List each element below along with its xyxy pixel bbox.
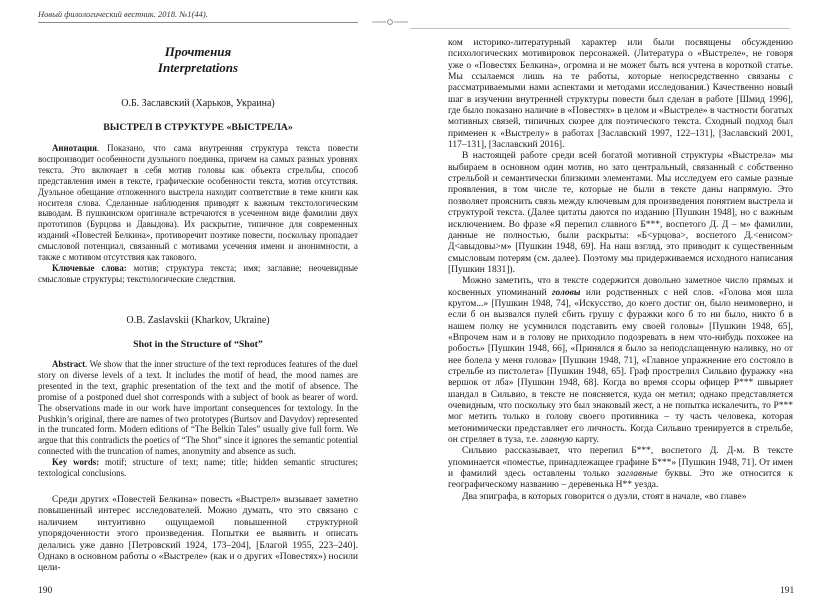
keywords-en-text: motif; structure of text; name; title; hidden semantic structures; textological conclusions.	[38, 457, 358, 479]
keywords-en-label: Key words:	[52, 457, 100, 468]
right-paragraph-3	[448, 276, 793, 446]
keywords-ru-text: мотив; структура текста; имя; заглавие; неочевидные смысловые структуры; текстологические следствия.	[38, 262, 358, 284]
p4-emphasis-capital: заглавные	[617, 469, 658, 480]
body-intro	[38, 494, 358, 574]
page-number-right: 191	[780, 586, 795, 596]
section-title-ru: Прочтения	[164, 44, 232, 59]
p3-part-c: карту.	[573, 435, 599, 446]
right-paragraph-1: ком историко-литературный характер или были посвящены обсуждению психологических мотивировок персонажей. (Литература о «Выстреле», не говоря уже о «Повестях Белкина», огромна и не может быть вся учтена в короткой статье. Мы ссылаемся лишь на те работы, которые непосредственно связаны с рассматриваемыми нами аспектами и методами исследования.) Качественно новый шаг в изучении внутренней структуры повести был сделан в работе [Шмид 1996], где было показано наличие в «Повестях» в целом и «Выстреле» в частности богатых мотивных связей, типичных скорее для поэтического текста. Сходный подход был применен к «Выстрелу» в работах [Заславский 1997, 122–131], [Заславский 2001, 117–131], [Заславский 2016].	[448, 38, 793, 151]
right-paragraph-4	[448, 446, 793, 491]
abstract-en	[38, 359, 358, 479]
right-paragraph-5: Два эпиграфа, в которых говорится о дуэли, стоят в начале, «во главе»	[462, 491, 747, 502]
abstract-en-label: Abstract	[52, 359, 86, 369]
p3-emphasis-main: главную	[540, 435, 573, 446]
section-title-en: Interpretations	[157, 60, 239, 75]
abstract-ru	[38, 143, 358, 285]
abstract-en-text: . We show that the inner structure of the text reproduces features of the duel story on diverse levels of a text. It includes the motif of head, the mood names are presented in the text, graphic presentation of the text and the motif of absence. The promise of a postponed duel shot corresponds with a subject of book as bearer of word. The observations made in our work have important consequences for textology. In the Pushkin’s original, there are names of two prototypes (Burtsov and Davydov) represented in the truncated form. Modern editions of “The Belkin Tales” usually give full form. We argue that this contradicts the poetics of “The Shot” since it ignores the semantic potential connected with the truncation of names, anonymity and absence as such.	[38, 359, 358, 457]
p3-part-b: или родственных с ней слов. «Голова моя шла кругом...» [Пушкин 1948, 74], «Искусство, до коего достиг он, было неимоверно, и если б он вызвался пулей сбить грушу с фуражки кого б то ни было, никто б в нашем полку не усумнился подставить ему своей головы» [Пушкин 1948, 65], «Впрочем нам и в голову не приходило подозревать в нем что-нибудь похожее на робость» [Пушкин 1948, 66], «Принялся я было за неподслащенную наливку, но от нее болела у меня голова» [Пушкин 1948, 71], «Главное упражнение его состояло в стрельбе из пистолета» [Пушкин 1948, 65]. Граф прострелил Сильвио фуражку «на вершок от лба» [Пушкин 1948, 68]. Когда во время ссоры офицер Р*** швыряет шандал в Сильвио, в тексте не поясняется, куда он метил; однако представляется очевидным, что поскольку это был знаковый жест, а не попытка искалечить, то Р*** мог метить только в голову своего противника – ту часть человека, которая метонимически представляет его личность. Когда Сильвио тренируется в стрельбе, он стреляет в туза, т.е.	[448, 287, 793, 446]
right-body	[448, 38, 793, 503]
running-header: Новый филологический вестник. 2018. №1(44).	[38, 9, 208, 19]
body-intro-paragraph: Среди других «Повестей Белкина» повесть «Выстрел» вызывает заметно повышенный интерес исследователей. Можно думать, что это связано с наличием интуитивно ощущаемой повышенной структурной упорядоченности этого произведения. Попытки ее выявить и описать делались уже давно [Петровский 1924, 173–204], [Благой 1955, 223–240]. Однако в основном работы о «Выстреле» (как и о других «Повестях») носили цели-	[38, 494, 358, 574]
keywords-ru-label: Ключевые слова:	[52, 262, 127, 273]
right-header-rule	[410, 28, 790, 29]
ornament-icon	[372, 17, 408, 26]
right-paragraph-2: В настоящей работе среди всей богатой мотивной структуры «Выстрела» мы выбираем в основном один мотив, но зато центральный, связанный с собственно стрельбой и семантически близкими элементами. Мы исследуем его самые разные проявления, в том числе те, которые не были в тексте даны напрямую. Это позволяет прояснить связь между ключевым для произведения понятием выстрела и структурой текста. (Далее цитаты даются по изданию [Пушкин 1948], но с важным исключением. Во фразе «Я перепил славного Б***, воспетого Д. Д – м» фамилии, данные не полностью, были раскрыты: «Б<урцова>, воспетого Д.<енисом> Д<авыдовы>м» [Пушкин 1948, 69]. На наш взгляд, это приводит к существенным смысловым потерям (см. далее). Поэтому мы придерживаемся исходного написания [Пушкин 1831]).	[448, 151, 793, 275]
abstract-ru-label: Аннотация	[52, 143, 97, 153]
p3-emphasis-head: головы	[552, 287, 581, 298]
title-en: Shot in the Structure of “Shot”	[133, 339, 263, 350]
author-ru: О.Б. Заславский (Харьков, Украина)	[121, 98, 275, 109]
author-en: O.B. Zaslavskii (Kharkov, Ukraine)	[126, 315, 270, 326]
p3-part-a: Можно заметить, что в тексте содержится довольно заметное число прямых и косвенных упоминаний	[448, 276, 793, 298]
abstract-ru-text: . Показано, что сама внутренняя структура текста повести воспроизводит особенности дуэльного поединка, причем на самых разных уровнях текста. Это включает в себя мотив головы как объекта стрельбы, способ представления имен в тексте, графические особенности текста, мотив отсутствия. Дуэльное обещание отложенного выстрела находит соответствие в теме книги как носителя слова. Сделанные наблюдения приводят к важным текстологическим выводам. В пушкинском оригинале встречаются в усеченном виде фамилии двух прототипов (Бурцова и Давыдова). Их раскрытие, типичное для современных изданий «Повестей Белкина», противоречит поэтике повести, поскольку пропадает смысловой потенциал, связанный с мотивами усечения имени и анонимности, а также с мотивом отсутствия как такового.	[38, 143, 358, 263]
right-page	[410, 0, 820, 609]
header-rule	[38, 22, 358, 23]
page-number-left: 190	[38, 586, 53, 596]
title-ru: ВЫСТРЕЛ В СТРУКТУРЕ «ВЫСТРЕЛА»	[103, 122, 293, 133]
p4-part-a: Сильвио рассказывает, что перепил Б***, воспетого Д. Д-м. В тексте упоминается «поместье, принадлежащее графине Б***» [Пушкин 1948, 71]. От имен и фамилий здесь оставлены только	[448, 446, 793, 480]
p4-part-b: буквы. Это же относится к географическому названию – деревенька Н** уезда.	[448, 469, 793, 491]
